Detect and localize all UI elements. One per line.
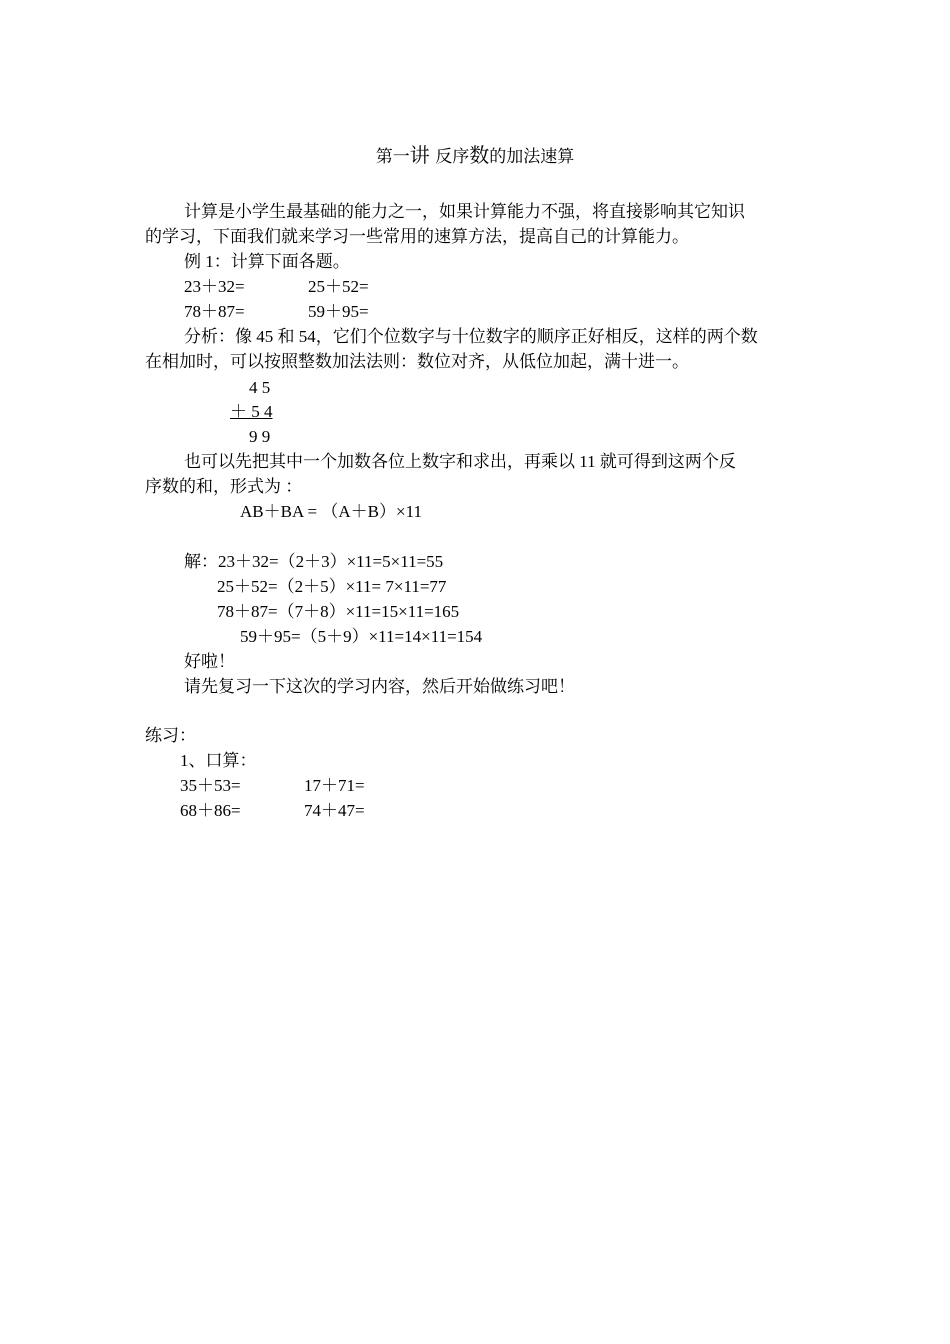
title-part-1: 第一: [375, 147, 410, 167]
example-problem: 59＋95=: [308, 302, 369, 321]
example-row-1: [184, 275, 369, 299]
title-part-4: 数: [469, 143, 490, 167]
solution-prompt: 请先复习一下这次的学习内容，然后开始做练习吧！: [184, 677, 575, 696]
example-problem: 23＋32=: [184, 277, 245, 296]
practice-problem: 74＋47=: [304, 801, 365, 820]
practice-subheading: 1、口算：: [180, 751, 257, 770]
solution-done: 好啦！: [184, 652, 235, 671]
practice-row-2: [180, 799, 365, 823]
practice-problem: 35＋53=: [180, 776, 241, 795]
practice-problem: 17＋71=: [304, 776, 365, 795]
solution-step: 59＋95=（5＋9）×11=14×11=154: [240, 627, 483, 646]
example-problem: 25＋52=: [308, 277, 369, 296]
analysis-line-2: 在相加时，可以按照整数加法法则：数位对齐，从低位加起，满十进一。: [145, 352, 689, 371]
analysis-line-1: 分析：像 45 和 54，它们个位数字与十位数字的顺序正好相反，这样的两个数: [184, 327, 758, 346]
practice-row-1: [180, 774, 365, 798]
practice-heading: 练习：: [145, 726, 196, 745]
title-part-3: 反序: [429, 147, 470, 167]
intro-line-1: 计算是小学生最基础的能力之一，如果计算能力不强，将直接影响其它知识: [184, 202, 745, 221]
solution-label: 解：: [184, 552, 218, 571]
intro-line-2: 的学习，下面我们就来学习一些常用的速算方法，提高自己的计算能力。: [145, 227, 689, 246]
solution-step: 78＋87=（7＋8）×11=15×11=165: [217, 602, 460, 621]
title-part-2: 讲: [409, 143, 430, 167]
formula: AB＋BA = （A＋B）×11: [240, 502, 422, 521]
vertical-addend-top: 4 5: [249, 378, 271, 397]
page-title: [0, 142, 950, 170]
example-heading: 例 1：计算下面各题。: [184, 252, 350, 271]
title-part-5: 的加法速算: [489, 147, 575, 167]
practice-problem: 68＋86=: [180, 801, 241, 820]
solution-line-1: [184, 550, 443, 574]
analysis-line-4: 序数的和，形式为 ：: [145, 477, 303, 496]
example-problem: 78＋87=: [184, 302, 245, 321]
vertical-sum: 9 9: [249, 427, 271, 446]
vertical-addend-bottom: ＋ 5 4: [230, 402, 273, 421]
analysis-line-3: 也可以先把其中一个加数各位上数字和求出，再乘以 11 就可得到这两个反: [184, 452, 736, 471]
example-row-2: [184, 300, 369, 324]
solution-step: 23＋32=（2＋3）×11=5×11=55: [218, 552, 444, 571]
solution-step: 25＋52=（2＋5）×11= 7×11=77: [217, 577, 447, 596]
